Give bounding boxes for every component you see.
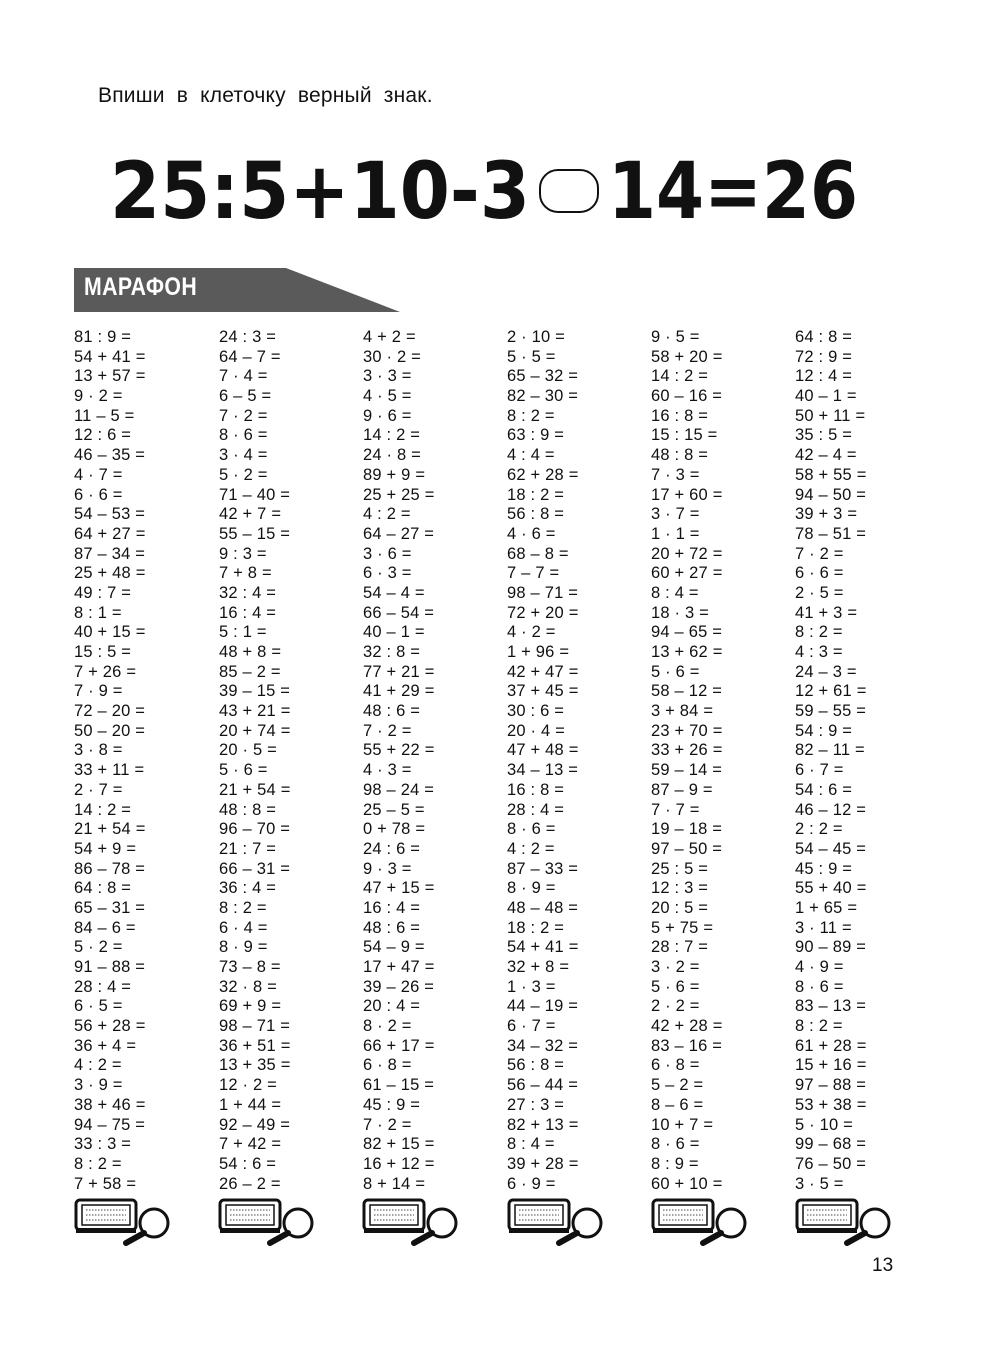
exercise-item: 98 – 71 = xyxy=(219,1017,291,1036)
exercise-item: 15 : 5 = xyxy=(74,643,132,661)
exercise-item: 36 : 4 = xyxy=(219,879,277,898)
exercise-item: 87 – 33 = xyxy=(507,859,579,878)
exercise-item: 39 – 26 = xyxy=(363,977,435,996)
exercise-item: 25 – 5 = xyxy=(363,800,425,819)
exercise-item: 58 + 20 = xyxy=(651,347,723,366)
exercise-item: 44 – 19 = xyxy=(507,997,579,1016)
stopwatch-icon xyxy=(76,1200,136,1233)
exercise-item: 7 · 2 = xyxy=(363,1115,412,1134)
exercise-item: 3 · 4 = xyxy=(219,446,268,465)
exercise-item: 6 · 4 = xyxy=(219,918,268,937)
stopwatch-icon xyxy=(220,1200,280,1233)
exercise-item: 98 – 24 = xyxy=(363,780,435,799)
exercise-item: 84 – 6 = xyxy=(74,918,136,937)
exercise-item: 54 : 6 = xyxy=(795,780,853,799)
exercise-item: 6 · 6 = xyxy=(74,485,123,504)
exercise-item: 5 · 2 = xyxy=(219,465,268,484)
exercise-item: 60 + 27 = xyxy=(651,564,723,583)
exercise-column-4 xyxy=(507,328,647,1194)
exercise-column-3 xyxy=(363,328,503,1194)
exercise-item: 46 – 35 = xyxy=(74,446,146,465)
exercise-item: 7 + 42 = xyxy=(219,1135,282,1154)
exercise-item: 4 · 9 = xyxy=(795,958,844,976)
exercise-item: 4 · 3 = xyxy=(363,761,412,780)
exercise-item: 73 – 8 = xyxy=(219,958,281,976)
exercise-item: 9 · 5 = xyxy=(651,328,700,346)
exercise-item: 55 – 15 = xyxy=(219,524,291,543)
exercise-item: 30 · 2 = xyxy=(363,347,422,366)
exercise-item: 12 : 4 = xyxy=(795,367,853,386)
exercise-item: 11 – 5 = xyxy=(74,406,135,425)
exercise-item: 2 · 7 = xyxy=(74,780,123,799)
exercise-item: 7 + 58 = xyxy=(74,1174,137,1193)
exercise-item: 64 – 7 = xyxy=(219,347,281,366)
exercise-item: 7 · 2 = xyxy=(795,544,844,563)
exercise-item: 61 – 15 = xyxy=(363,1076,435,1095)
exercise-item: 69 + 9 = xyxy=(219,997,282,1016)
exercise-item: 85 – 2 = xyxy=(219,662,281,681)
exercise-item: 5 · 5 = xyxy=(507,347,556,366)
exercise-item: 18 : 2 = xyxy=(507,918,565,937)
exercise-item: 97 – 88 = xyxy=(795,1076,867,1095)
exercise-item: 6 · 3 = xyxy=(363,564,412,583)
exercise-item: 20 : 4 = xyxy=(363,997,421,1016)
exercise-item: 62 + 28 = xyxy=(507,465,579,484)
exercise-item: 19 – 18 = xyxy=(651,820,723,839)
timer-group xyxy=(74,1196,174,1246)
exercise-item: 14 : 2 = xyxy=(74,800,132,819)
exercise-item: 48 – 48 = xyxy=(507,898,579,917)
exercise-item: 4 : 4 = xyxy=(507,446,555,465)
exercise-item: 3 · 11 = xyxy=(795,918,852,937)
instruction: Впиши в клеточку верный знак. xyxy=(98,84,433,107)
exercise-item: 55 + 22 = xyxy=(363,741,435,760)
puzzle-left: 25:5+10-3 xyxy=(110,147,530,237)
exercise-item: 7 + 26 = xyxy=(74,662,137,681)
exercise-item: 56 : 8 = xyxy=(507,1056,565,1075)
exercise-item: 1 · 3 = xyxy=(507,977,556,996)
exercise-item: 6 · 5 = xyxy=(74,997,123,1016)
exercise-item: 54 – 45 = xyxy=(795,839,867,858)
timer-group xyxy=(651,1196,751,1246)
exercise-item: 20 + 74 = xyxy=(219,721,291,740)
exercise-item: 24 · 8 = xyxy=(363,446,422,465)
exercise-item: 8 – 6 = xyxy=(651,1095,704,1114)
exercise-item: 50 + 11 = xyxy=(795,406,866,425)
exercise-item: 54 : 6 = xyxy=(219,1154,277,1173)
exercise-item: 9 · 3 = xyxy=(363,859,412,878)
exercise-item: 63 : 9 = xyxy=(507,426,565,445)
exercise-item: 45 : 9 = xyxy=(363,1095,421,1114)
exercise-item: 8 · 9 = xyxy=(219,938,268,957)
stopwatch-icon xyxy=(797,1200,857,1233)
exercise-item: 39 + 28 = xyxy=(507,1154,579,1173)
exercise-item: 8 · 6 = xyxy=(651,1135,700,1154)
exercise-item: 7 · 3 = xyxy=(651,465,700,484)
exercise-item: 90 – 89 = xyxy=(795,938,867,957)
exercise-item: 3 · 5 = xyxy=(795,1174,844,1193)
exercise-item: 65 – 32 = xyxy=(507,367,579,386)
exercise-item: 7 · 2 = xyxy=(219,406,268,425)
exercise-item: 15 : 15 = xyxy=(651,426,718,445)
exercise-item: 38 + 46 = xyxy=(74,1095,146,1114)
exercise-item: 4 : 2 = xyxy=(507,839,555,858)
exercise-item: 16 + 12 = xyxy=(363,1154,435,1173)
exercise-item: 12 + 61 = xyxy=(795,682,867,701)
exercise-item: 8 · 6 = xyxy=(507,820,556,839)
exercise-item: 8 : 4 = xyxy=(507,1135,555,1154)
exercise-item: 8 : 2 = xyxy=(219,898,267,917)
stopwatch-icon xyxy=(653,1200,713,1233)
exercise-item: 24 : 3 = xyxy=(219,328,277,346)
exercise-item: 56 – 44 = xyxy=(507,1076,579,1095)
exercise-item: 6 · 9 = xyxy=(507,1174,556,1193)
exercise-item: 7 · 4 = xyxy=(219,367,268,386)
exercise-item: 60 + 10 = xyxy=(651,1174,723,1193)
exercise-item: 13 + 57 = xyxy=(74,367,146,386)
exercise-item: 12 : 6 = xyxy=(74,426,132,445)
exercise-item: 14 : 2 = xyxy=(651,367,709,386)
exercise-column-6 xyxy=(795,328,935,1194)
exercise-item: 26 – 2 = xyxy=(219,1174,281,1193)
exercise-item: 6 · 7 = xyxy=(795,761,844,780)
exercise-item: 3 · 9 = xyxy=(74,1076,123,1095)
exercise-item: 6 · 7 = xyxy=(507,1017,556,1036)
page-number: 13 xyxy=(872,1255,894,1276)
exercise-item: 1 · 1 = xyxy=(651,524,700,543)
exercise-column-2 xyxy=(219,328,359,1194)
exercise-item: 66 – 54 = xyxy=(363,603,435,622)
exercise-item: 25 : 5 = xyxy=(651,859,709,878)
exercise-item: 94 – 75 = xyxy=(74,1115,146,1134)
exercise-item: 33 + 11 = xyxy=(74,761,145,780)
exercise-item: 4 : 2 = xyxy=(74,1056,122,1075)
exercise-item: 56 + 28 = xyxy=(74,1017,146,1036)
exercise-item: 39 + 3 = xyxy=(795,505,858,524)
exercise-columns xyxy=(74,328,934,1208)
exercise-item: 30 : 6 = xyxy=(507,702,565,721)
exercise-item: 32 + 8 = xyxy=(507,958,570,976)
exercise-item: 60 – 16 = xyxy=(651,387,723,406)
exercise-item: 24 – 3 = xyxy=(795,662,857,681)
exercise-item: 78 – 51 = xyxy=(795,524,867,543)
exercise-item: 36 + 51 = xyxy=(219,1036,291,1055)
exercise-item: 48 : 6 = xyxy=(363,918,421,937)
exercise-item: 54 : 9 = xyxy=(795,721,853,740)
exercise-item: 42 + 28 = xyxy=(651,1017,723,1036)
exercise-item: 92 – 49 = xyxy=(219,1115,291,1134)
exercise-item: 8 : 2 = xyxy=(507,406,555,425)
exercise-item: 21 + 54 = xyxy=(219,780,291,799)
exercise-item: 65 – 31 = xyxy=(74,898,146,917)
exercise-item: 54 + 41 = xyxy=(74,347,146,366)
exercise-item: 5 : 1 = xyxy=(219,623,267,642)
exercise-item: 66 + 17 = xyxy=(363,1036,435,1055)
exercise-item: 7 – 7 = xyxy=(507,564,560,583)
exercise-item: 71 – 40 = xyxy=(219,485,291,504)
section-title: МАРАФОН xyxy=(84,273,198,301)
exercise-item: 24 : 6 = xyxy=(363,839,421,858)
exercise-item: 97 – 50 = xyxy=(651,839,723,858)
exercise-item: 39 – 15 = xyxy=(219,682,291,701)
exercise-item: 18 : 2 = xyxy=(507,485,565,504)
exercise-item: 6 · 8 = xyxy=(363,1056,412,1075)
puzzle-right: 14=26 xyxy=(608,147,858,237)
exercise-item: 28 : 4 = xyxy=(507,800,565,819)
exercise-item: 13 + 62 = xyxy=(651,643,723,661)
exercise-item: 58 + 55 = xyxy=(795,465,867,484)
exercise-item: 5 + 75 = xyxy=(651,918,714,937)
exercise-item: 98 – 71 = xyxy=(507,583,579,602)
exercise-item: 35 : 5 = xyxy=(795,426,853,445)
exercise-item: 77 + 21 = xyxy=(363,662,435,681)
exercise-item: 8 : 1 = xyxy=(74,603,122,622)
exercise-item: 66 – 31 = xyxy=(219,859,291,878)
exercise-item: 8 : 2 = xyxy=(795,623,843,642)
exercise-item: 5 · 10 = xyxy=(795,1115,854,1134)
exercise-item: 54 + 41 = xyxy=(507,938,579,957)
exercise-item: 47 + 15 = xyxy=(363,879,435,898)
exercise-item: 56 : 8 = xyxy=(507,505,565,524)
exercise-item: 53 + 38 = xyxy=(795,1095,867,1114)
exercise-item: 7 · 2 = xyxy=(363,721,412,740)
exercise-item: 9 : 3 = xyxy=(219,544,267,563)
exercise-item: 8 · 6 = xyxy=(219,426,268,445)
exercise-item: 87 – 9 = xyxy=(651,780,713,799)
exercise-item: 61 + 28 = xyxy=(795,1036,867,1055)
stopwatch-icon xyxy=(364,1200,424,1233)
exercise-column-1 xyxy=(74,328,214,1194)
exercise-item: 16 : 8 = xyxy=(651,406,709,425)
exercise-item: 33 : 3 = xyxy=(74,1135,132,1154)
exercise-item: 34 – 32 = xyxy=(507,1036,579,1055)
exercise-item: 4 : 2 = xyxy=(363,505,411,524)
exercise-item: 37 + 45 = xyxy=(507,682,579,701)
exercise-item: 42 – 4 = xyxy=(795,446,857,465)
exercise-item: 45 : 9 = xyxy=(795,859,853,878)
exercise-item: 25 + 48 = xyxy=(74,564,146,583)
exercise-item: 83 – 16 = xyxy=(651,1036,723,1055)
timer-group xyxy=(795,1196,895,1246)
exercise-item: 13 + 35 = xyxy=(219,1056,291,1075)
exercise-item: 2 · 5 = xyxy=(795,583,844,602)
exercise-item: 17 + 47 = xyxy=(363,958,435,976)
exercise-item: 4 · 6 = xyxy=(507,524,556,543)
exercise-item: 18 · 3 = xyxy=(651,603,710,622)
exercise-item: 40 – 1 = xyxy=(795,387,857,406)
exercise-item: 21 : 7 = xyxy=(219,839,277,858)
exercise-item: 55 + 40 = xyxy=(795,879,867,898)
exercise-item: 41 + 29 = xyxy=(363,682,435,701)
exercise-item: 5 – 2 = xyxy=(651,1076,704,1095)
exercise-item: 10 + 7 = xyxy=(651,1115,714,1134)
exercise-item: 16 : 4 = xyxy=(219,603,277,622)
exercise-item: 33 + 26 = xyxy=(651,741,723,760)
exercise-item: 91 – 88 = xyxy=(74,958,146,976)
exercise-item: 2 : 2 = xyxy=(795,820,843,839)
exercise-item: 28 : 7 = xyxy=(651,938,709,957)
exercise-item: 0 + 78 = xyxy=(363,820,426,839)
exercise-item: 6 · 6 = xyxy=(795,564,844,583)
exercise-item: 8 : 2 = xyxy=(795,1017,843,1036)
exercise-item: 48 : 6 = xyxy=(363,702,421,721)
exercise-item: 81 : 9 = xyxy=(74,328,132,346)
exercise-item: 83 – 13 = xyxy=(795,997,867,1016)
exercise-item: 68 – 8 = xyxy=(507,544,569,563)
exercise-item: 9 · 2 = xyxy=(74,387,123,406)
exercise-item: 89 + 9 = xyxy=(363,465,426,484)
exercise-item: 7 + 8 = xyxy=(219,564,272,583)
exercise-item: 8 : 2 = xyxy=(74,1154,122,1173)
answer-box[interactable] xyxy=(540,170,598,212)
exercise-item: 59 – 14 = xyxy=(651,761,723,780)
exercise-item: 28 : 4 = xyxy=(74,977,132,996)
exercise-item: 40 + 15 = xyxy=(74,623,146,642)
exercise-item: 48 : 8 = xyxy=(651,446,709,465)
exercise-item: 32 : 8 = xyxy=(363,643,421,661)
exercise-item: 12 : 3 = xyxy=(651,879,709,898)
exercise-item: 96 – 70 = xyxy=(219,820,291,839)
exercise-item: 23 + 70 = xyxy=(651,721,723,740)
exercise-item: 94 – 65 = xyxy=(651,623,723,642)
exercise-item: 4 · 5 = xyxy=(363,387,412,406)
exercise-item: 3 · 2 = xyxy=(651,958,700,976)
exercise-item: 3 · 7 = xyxy=(651,505,700,524)
exercise-item: 12 · 2 = xyxy=(219,1076,278,1095)
exercise-item: 34 – 13 = xyxy=(507,761,579,780)
exercise-item: 5 · 6 = xyxy=(651,977,700,996)
exercise-item: 64 : 8 = xyxy=(795,328,853,346)
exercise-item: 25 + 25 = xyxy=(363,485,435,504)
exercise-item: 3 · 6 = xyxy=(363,544,412,563)
exercise-item: 82 – 11 = xyxy=(795,741,865,760)
exercise-item: 14 : 2 = xyxy=(363,426,421,445)
exercise-item: 16 : 4 = xyxy=(363,898,421,917)
exercise-item: 8 + 14 = xyxy=(363,1174,426,1193)
exercise-item: 54 – 4 = xyxy=(363,583,425,602)
timer-group xyxy=(362,1196,462,1246)
stopwatch-icon xyxy=(509,1200,569,1233)
exercise-item: 5 · 6 = xyxy=(651,662,700,681)
exercise-item: 8 · 9 = xyxy=(507,879,556,898)
exercise-item: 15 + 16 = xyxy=(795,1056,867,1075)
exercise-item: 54 – 53 = xyxy=(74,505,146,524)
exercise-item: 1 + 44 = xyxy=(219,1095,282,1114)
exercise-item: 82 + 13 = xyxy=(507,1115,579,1134)
exercise-item: 4 + 2 = xyxy=(363,328,416,346)
exercise-item: 4 : 3 = xyxy=(795,643,843,661)
exercise-item: 6 · 8 = xyxy=(651,1056,700,1075)
exercise-item: 3 · 8 = xyxy=(74,741,123,760)
exercise-item: 8 · 6 = xyxy=(795,977,844,996)
exercise-item: 64 + 27 = xyxy=(74,524,146,543)
exercise-item: 7 · 7 = xyxy=(651,800,700,819)
exercise-item: 94 – 50 = xyxy=(795,485,867,504)
exercise-item: 17 + 60 = xyxy=(651,485,723,504)
exercise-item: 42 + 7 = xyxy=(219,505,282,524)
exercise-item: 7 · 9 = xyxy=(74,682,123,701)
exercise-item: 59 – 55 = xyxy=(795,702,867,721)
exercise-item: 27 : 3 = xyxy=(507,1095,565,1114)
exercise-item: 20 : 5 = xyxy=(651,898,709,917)
exercise-item: 21 + 54 = xyxy=(74,820,146,839)
exercise-item: 58 – 12 = xyxy=(651,682,723,701)
exercise-item: 4 · 2 = xyxy=(507,623,556,642)
exercise-item: 8 · 2 = xyxy=(363,1017,412,1036)
exercise-item: 32 · 8 = xyxy=(219,977,278,996)
exercise-item: 82 – 30 = xyxy=(507,387,579,406)
exercise-item: 86 – 78 = xyxy=(74,859,146,878)
exercise-item: 2 · 10 = xyxy=(507,328,566,346)
timer-group xyxy=(218,1196,318,1246)
exercise-item: 72 + 20 = xyxy=(507,603,579,622)
exercise-item: 1 + 65 = xyxy=(795,898,858,917)
timer-group xyxy=(507,1196,607,1246)
exercise-item: 54 – 9 = xyxy=(363,938,425,957)
exercise-item: 50 – 20 = xyxy=(74,721,146,740)
exercise-item: 87 – 34 = xyxy=(74,544,146,563)
exercise-item: 5 · 6 = xyxy=(219,761,268,780)
exercise-item: 76 – 50 = xyxy=(795,1154,867,1173)
exercise-item: 43 + 21 = xyxy=(219,702,291,721)
exercise-item: 3 + 84 = xyxy=(651,702,714,721)
puzzle-equation xyxy=(110,140,880,240)
exercise-item: 49 : 7 = xyxy=(74,583,132,602)
exercise-column-5 xyxy=(651,328,791,1194)
exercise-item: 72 – 20 = xyxy=(74,702,146,721)
exercise-item: 20 · 4 = xyxy=(507,721,566,740)
exercise-item: 4 · 7 = xyxy=(74,465,123,484)
exercise-item: 8 : 9 = xyxy=(651,1154,699,1173)
exercise-item: 9 · 6 = xyxy=(363,406,412,425)
exercise-item: 1 + 96 = xyxy=(507,643,570,661)
exercise-item: 32 : 4 = xyxy=(219,583,277,602)
exercise-item: 8 : 4 = xyxy=(651,583,699,602)
exercise-item: 64 – 27 = xyxy=(363,524,435,543)
exercise-item: 2 · 2 = xyxy=(651,997,700,1016)
exercise-item: 99 – 68 = xyxy=(795,1135,867,1154)
exercise-item: 20 · 5 = xyxy=(219,741,278,760)
exercise-item: 42 + 47 = xyxy=(507,662,579,681)
exercise-item: 16 : 8 = xyxy=(507,780,565,799)
exercise-item: 82 + 15 = xyxy=(363,1135,435,1154)
exercise-item: 36 + 4 = xyxy=(74,1036,137,1055)
exercise-item: 64 : 8 = xyxy=(74,879,132,898)
exercise-item: 46 – 12 = xyxy=(795,800,867,819)
exercise-item: 20 + 72 = xyxy=(651,544,723,563)
exercise-item: 5 · 2 = xyxy=(74,938,123,957)
exercise-item: 72 : 9 = xyxy=(795,347,853,366)
exercise-item: 48 : 8 = xyxy=(219,800,277,819)
exercise-item: 48 + 8 = xyxy=(219,643,282,661)
exercise-item: 40 – 1 = xyxy=(363,623,425,642)
exercise-item: 41 + 3 = xyxy=(795,603,858,622)
exercise-item: 54 + 9 = xyxy=(74,839,137,858)
exercise-item: 47 + 48 = xyxy=(507,741,579,760)
exercise-item: 3 · 3 = xyxy=(363,367,412,386)
exercise-item: 6 – 5 = xyxy=(219,387,272,406)
